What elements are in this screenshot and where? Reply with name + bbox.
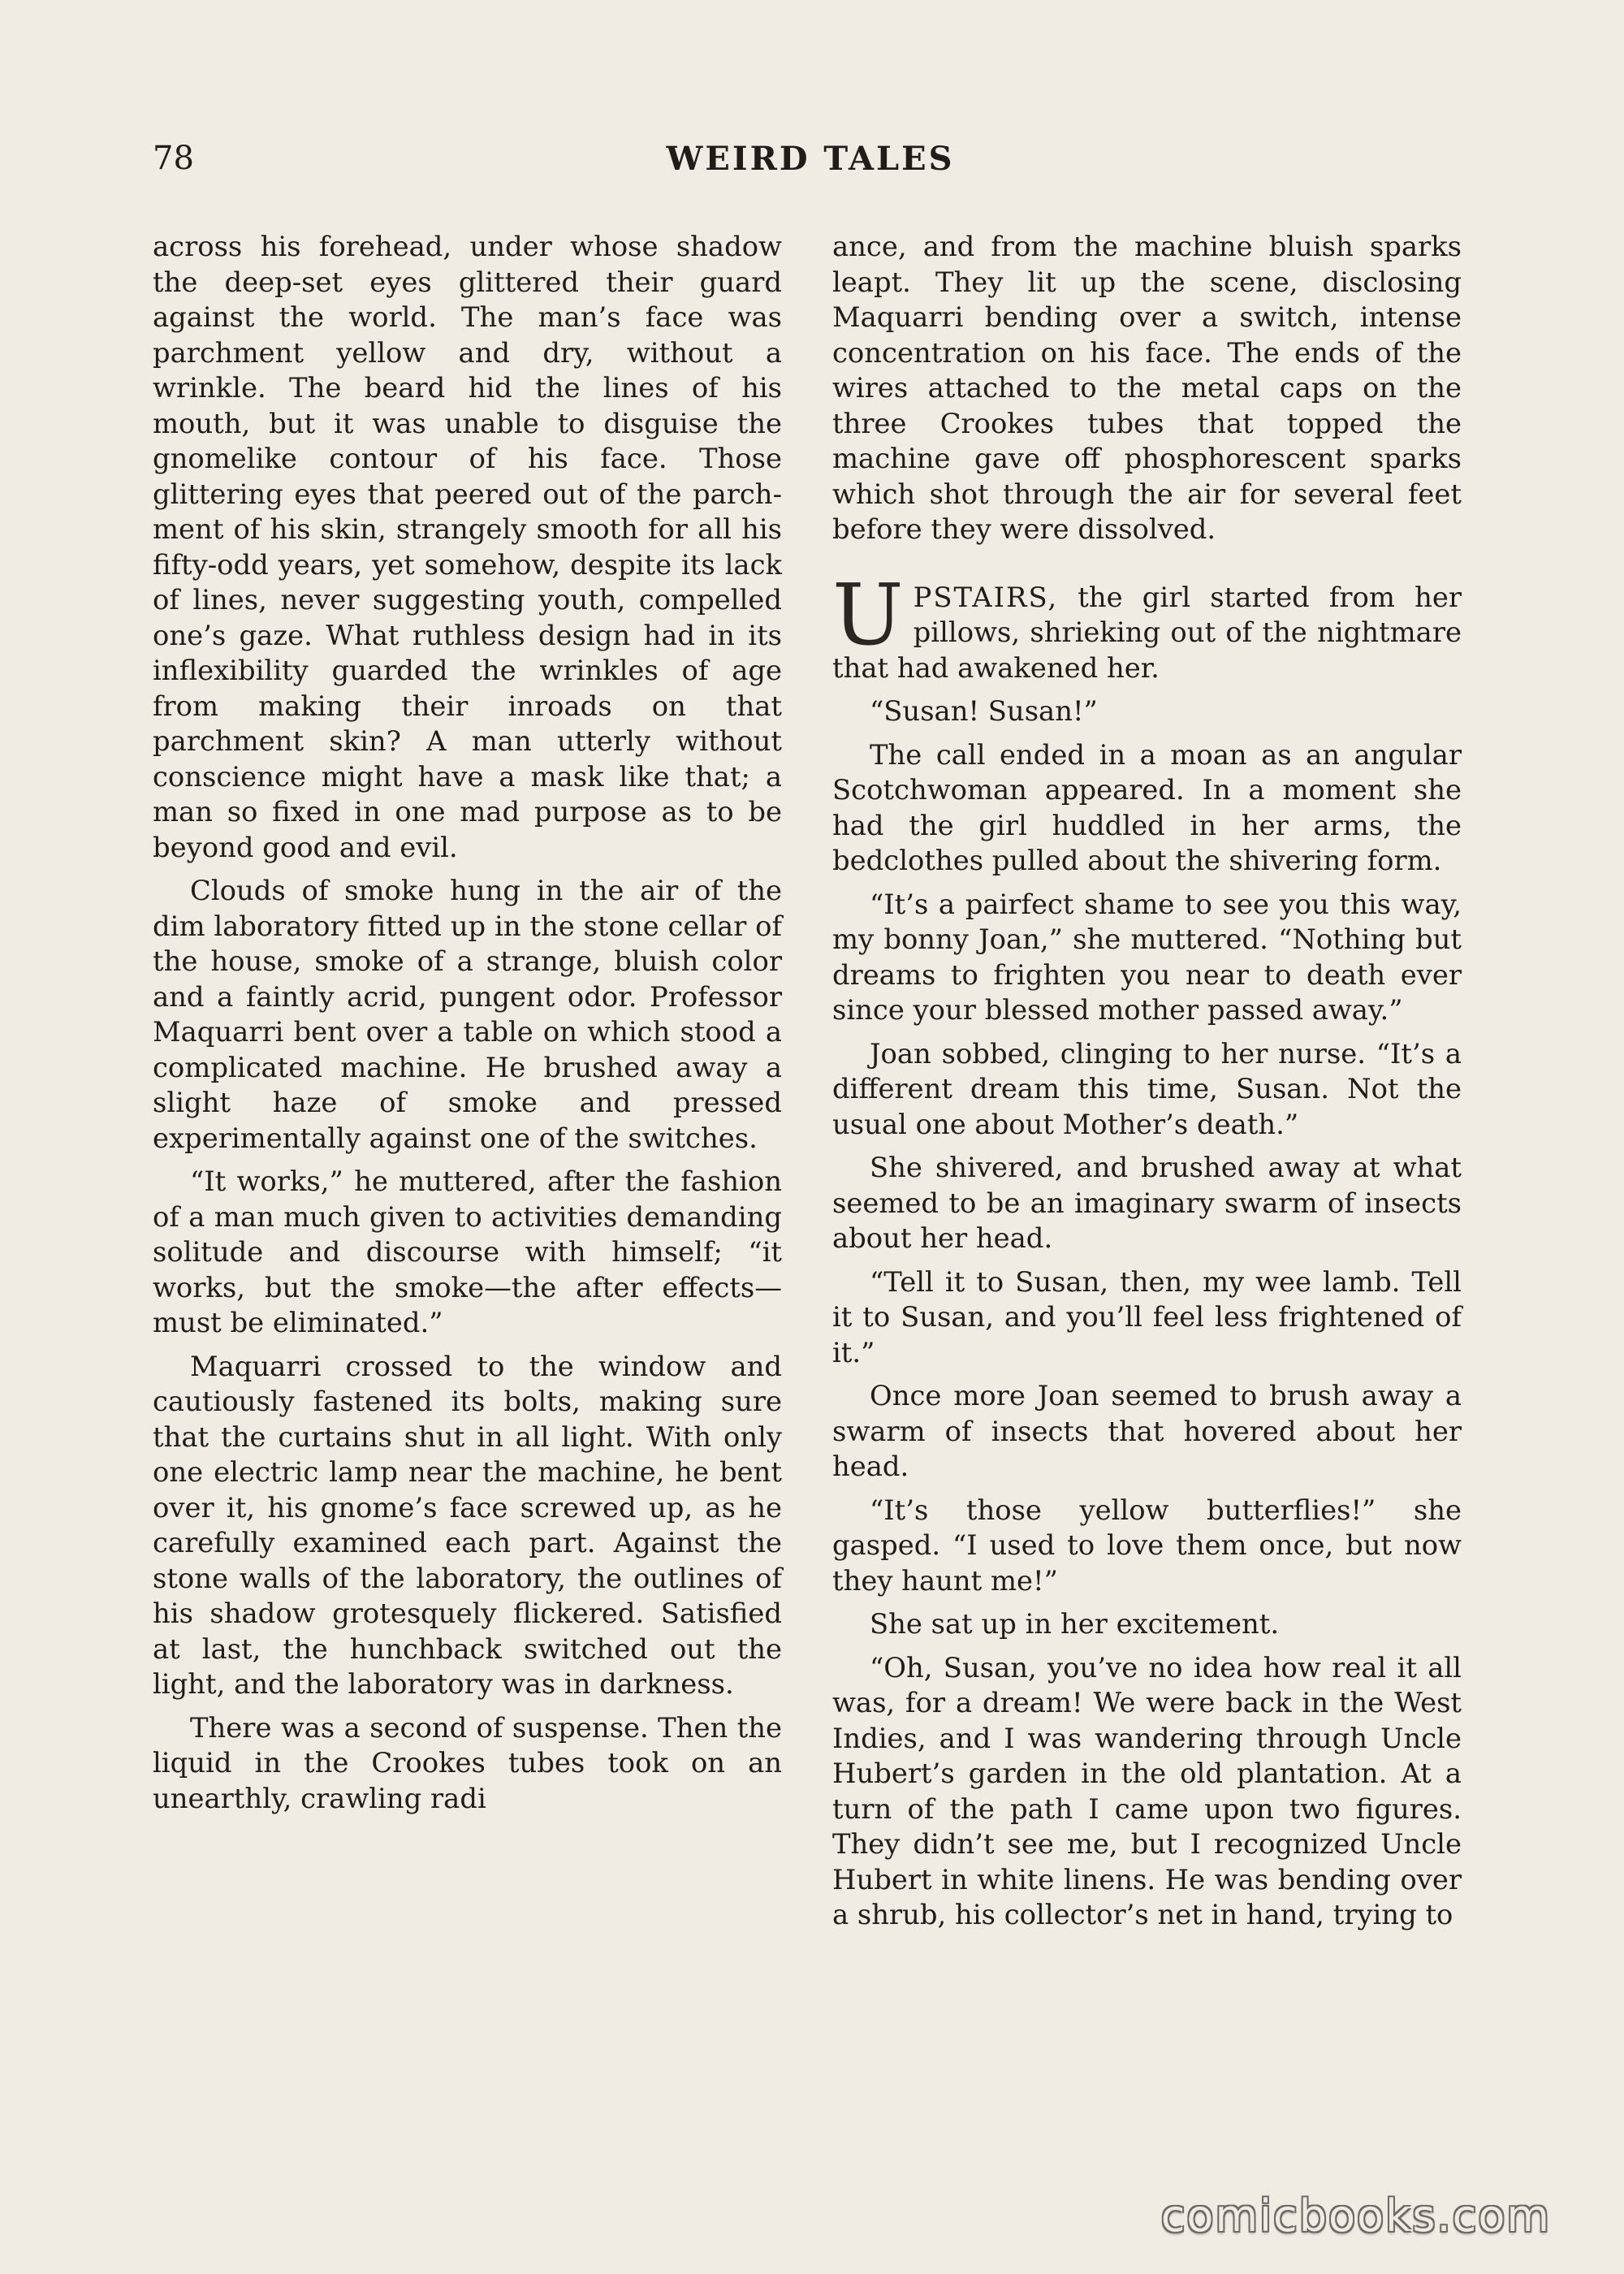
paragraph: She sat up in her excitement. bbox=[870, 1608, 1280, 1640]
paragraph: “It’s those yellow butterflies!” she gasped. “I used to love them once, but now they haunt me!” bbox=[832, 1494, 1462, 1597]
paragraph: There was a second of suspense. Then the liquid in the Crookes tubes took on an unearthly, crawling radi bbox=[153, 1711, 782, 1814]
paragraph: Maquarri crossed to the window and cautiously fastened its bolts, making sure that the curtains shut in all light. With only one electric lamp near the machine, he bent over it, his gnome’s face screwed up, as he carefully examined each part. Against the stone walls of the laboratory, the outlines of his shadow grotesquely flickered. Satisfied at last, the hunchback switched out the light, and the laboratory was in darkness. bbox=[153, 1350, 782, 1700]
drop-cap: U bbox=[832, 564, 904, 664]
paragraph: “Oh, Susan, you’ve no idea how real it all was, for a dream! We were back in the West Indies, and I was wandering through Uncle Hubert’s garden in the old plantation. At a turn of the path I came upon two figures. They didn’t see me, but I recognized Uncle Hubert in white linens. He was bending over a shrub, his collector’s net in hand, trying to bbox=[832, 1651, 1462, 1930]
paragraph: “It works,” he muttered, after the fashion of a man much given to activities demanding solitude and discourse with himself; “it works, but the smoke—the after effects—must be eliminated.” bbox=[153, 1165, 782, 1338]
page-header bbox=[153, 140, 1468, 188]
paragraph: “Susan! Susan!” bbox=[870, 695, 1098, 727]
paragraph: Clouds of smoke hung in the air of the dim laboratory fitted up in the stone cellar of the house, smoke of a strange, bluish color and a faintly acrid, pungent odor. Professor Maquarri bent over a table on which stood a complicated machine. He brushed away a slight haze of smoke and pressed experimentally against one of the switches. bbox=[153, 875, 782, 1154]
small-caps-lead: PSTAIRS, bbox=[913, 581, 1059, 613]
section-opening-paragraph bbox=[832, 564, 1462, 686]
page-number: 78 bbox=[153, 140, 194, 177]
paragraph: “Tell it to Susan, then, my wee lamb. Tell it to Susan, and you’ll feel less frightened of it.” bbox=[832, 1265, 1462, 1368]
paragraph: Joan sobbed, clinging to her nurse. “It’s a different dream this time, Susan. Not the usual one about Mother’s death.” bbox=[832, 1037, 1462, 1140]
left-column bbox=[153, 229, 782, 1824]
paragraph: The call ended in a moan as an angular Scotchwoman appeared. In a moment she had the girl huddled in her arms, the bedclothes pulled about the shivering form. bbox=[832, 738, 1462, 876]
paragraph: Once more Joan seemed to brush away a swarm of insects that hovered about her head. bbox=[832, 1380, 1462, 1482]
running-head: WEIRD TALES bbox=[666, 140, 955, 178]
paragraph: “It’s a pairfect shame to see you this way, my bonny Joan,” she muttered. “Nothing but dreams to frighten you near to death ever since your blessed mother passed away.” bbox=[832, 888, 1462, 1026]
paragraph: across his forehead, under whose shadow the deep-set eyes glittered their guard against the world. The man’s face was parchment yellow and dry, without a wrinkle. The beard hid the lines of his mouth, but it was unable to disguise the gnomelike contour of his face. Those glittering eyes that peered out of the parchment of his skin, strangely smooth for all his fifty-odd years, yet somehow, despite its lack of lines, never suggesting youth, compelled one’s gaze. What ruthless design had in its inflexibility guarded the wrinkles of age from making their inroads on that parchment skin? A man utterly without conscience might have a mask like that; a man so fixed in one mad purpose as to be beyond good and evil. bbox=[153, 231, 782, 863]
paragraph: She shivered, and brushed away at what seemed to be an imaginary swarm of insects about her head. bbox=[832, 1152, 1462, 1254]
paragraph-text: the girl started from her pillows, shrieking out of the nightmare that had awakened her. bbox=[832, 581, 1462, 684]
right-column bbox=[832, 229, 1462, 1941]
paragraph: ance, and from the machine bluish sparks leapt. They lit up the scene, disclosing Maquarri bending over a switch, intense concentration on his face. The ends of the wires attached to the metal caps on the three Crookes tubes that topped the machine gave off phosphorescent sparks which shot through the air for several feet before they were dissolved. bbox=[832, 231, 1462, 545]
watermark: comicbooks.com bbox=[1160, 2190, 1551, 2242]
